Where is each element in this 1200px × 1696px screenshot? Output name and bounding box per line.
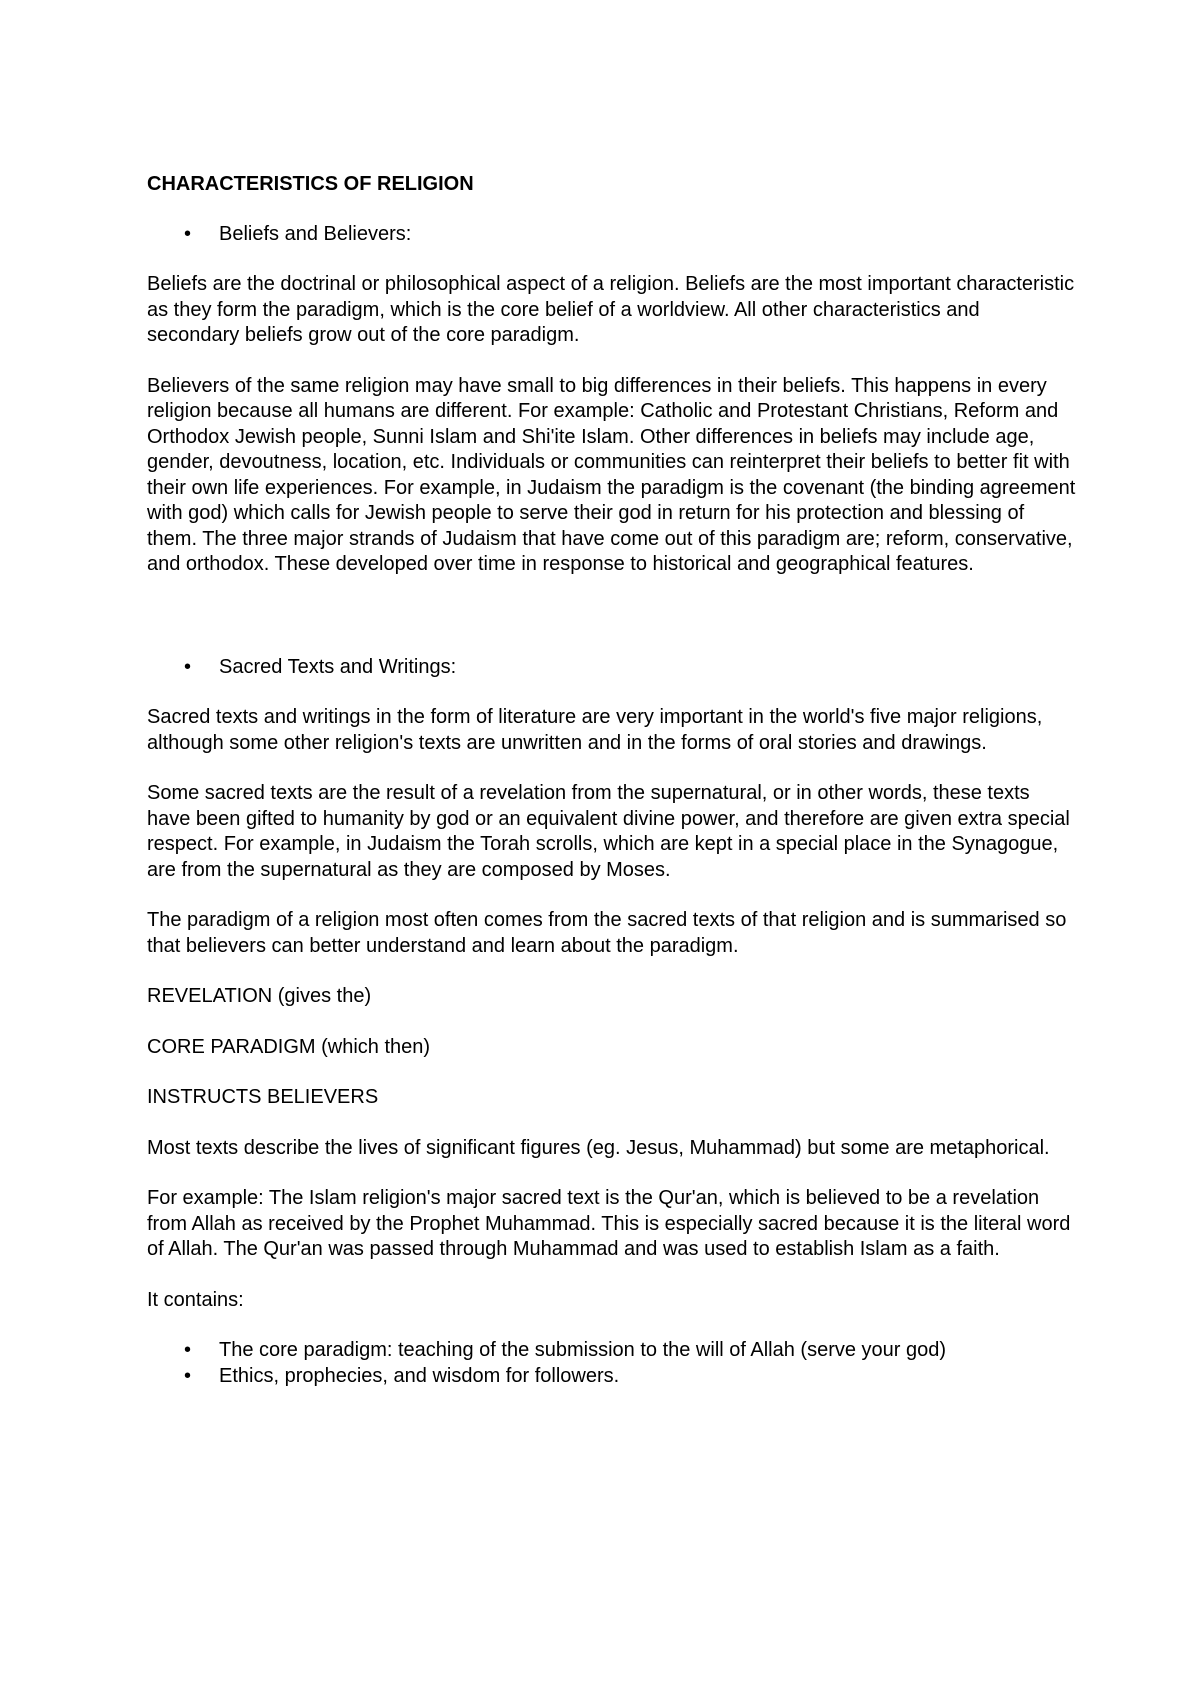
list-item-text: Ethics, prophecies, and wisdom for followers. (219, 1364, 620, 1387)
list-item (147, 1338, 1077, 1364)
bullet-icon: • (184, 655, 192, 678)
paragraph: For example: The Islam religion's major sacred text is the Qur'an, which is believed to be a revelation from Allah as received by the Prophet Muhammad. This is especially sacred because it is the literal word of Allah. The Qur'an was passed through Muhammad and was used to establish Islam as a faith. (147, 1187, 1071, 1260)
section-heading-label: Beliefs and Believers: (219, 222, 412, 245)
contents-list (147, 1338, 1077, 1389)
paragraph: Most texts describe the lives of significant figures (eg. Jesus, Muhammad) but some are metaphorical. (147, 1136, 1050, 1159)
paragraph: It contains: (147, 1288, 244, 1311)
section-heading-sacred-texts (147, 655, 1077, 681)
list-item (147, 1364, 1077, 1390)
paragraph: Beliefs are the doctrinal or philosophical aspect of a religion. Beliefs are the most important characteristic as they form the paradigm, which is the core belief of a worldview. All other characteristics and secondary beliefs grow out of the core paradigm. (147, 273, 1075, 346)
bullet-icon: • (184, 222, 192, 245)
bullet-icon: • (184, 1339, 192, 1361)
list-item-text: The core paradigm: teaching of the submission to the will of Allah (serve your god) (219, 1339, 947, 1361)
paragraph: Sacred texts and writings in the form of literature are very important in the world's five major religions, although some other religion's texts are unwritten and in the forms of oral stories and drawings. (147, 706, 1043, 754)
document-page (147, 172, 1077, 1389)
paragraph: Some sacred texts are the result of a revelation from the supernatural, or in other words, these texts have been gifted to humanity by god or an equivalent divine power, and therefore are given extra special respect. For example, in Judaism the Torah scrolls, which are kept in a special place in the Synagogue, are from the supernatural as they are composed by Moses. (147, 782, 1070, 881)
flow-step-core-paradigm: CORE PARADIGM (which then) (147, 1035, 431, 1058)
paragraph: Believers of the same religion may have small to big differences in their beliefs. This happens in every religion because all humans are different. For example: Catholic and Protestant Christians, Reform and Orthodox Jewish people, Sunni Islam and Shi'ite Islam. Other differences in beliefs may include age, gender, devoutness, location, etc. Individuals or communities can reinterpret their beliefs to better fit with their own life experiences. For example, in Judaism the paradigm is the covenant (the binding agreement with god) which calls for Jewish people to serve their god in return for his protection and blessing of them. The three major strands of Judaism that have come out of this paradigm are; reform, conservative, and orthodox. These developed over time in response to historical and geographical features. (147, 374, 1076, 575)
section-heading-label: Sacred Texts and Writings: (219, 655, 457, 678)
flow-step-revelation: REVELATION (gives the) (147, 985, 372, 1007)
bullet-icon: • (184, 1364, 192, 1387)
section-heading-beliefs (147, 222, 1077, 248)
blank-space (147, 603, 1077, 655)
document-title: CHARACTERISTICS OF RELIGION (147, 173, 474, 195)
flow-step-instructs-believers: INSTRUCTS BELIEVERS (147, 1086, 379, 1108)
paragraph: The paradigm of a religion most often comes from the sacred texts of that religion and is summarised so that believers can better understand and learn about the paradigm. (147, 909, 1067, 957)
